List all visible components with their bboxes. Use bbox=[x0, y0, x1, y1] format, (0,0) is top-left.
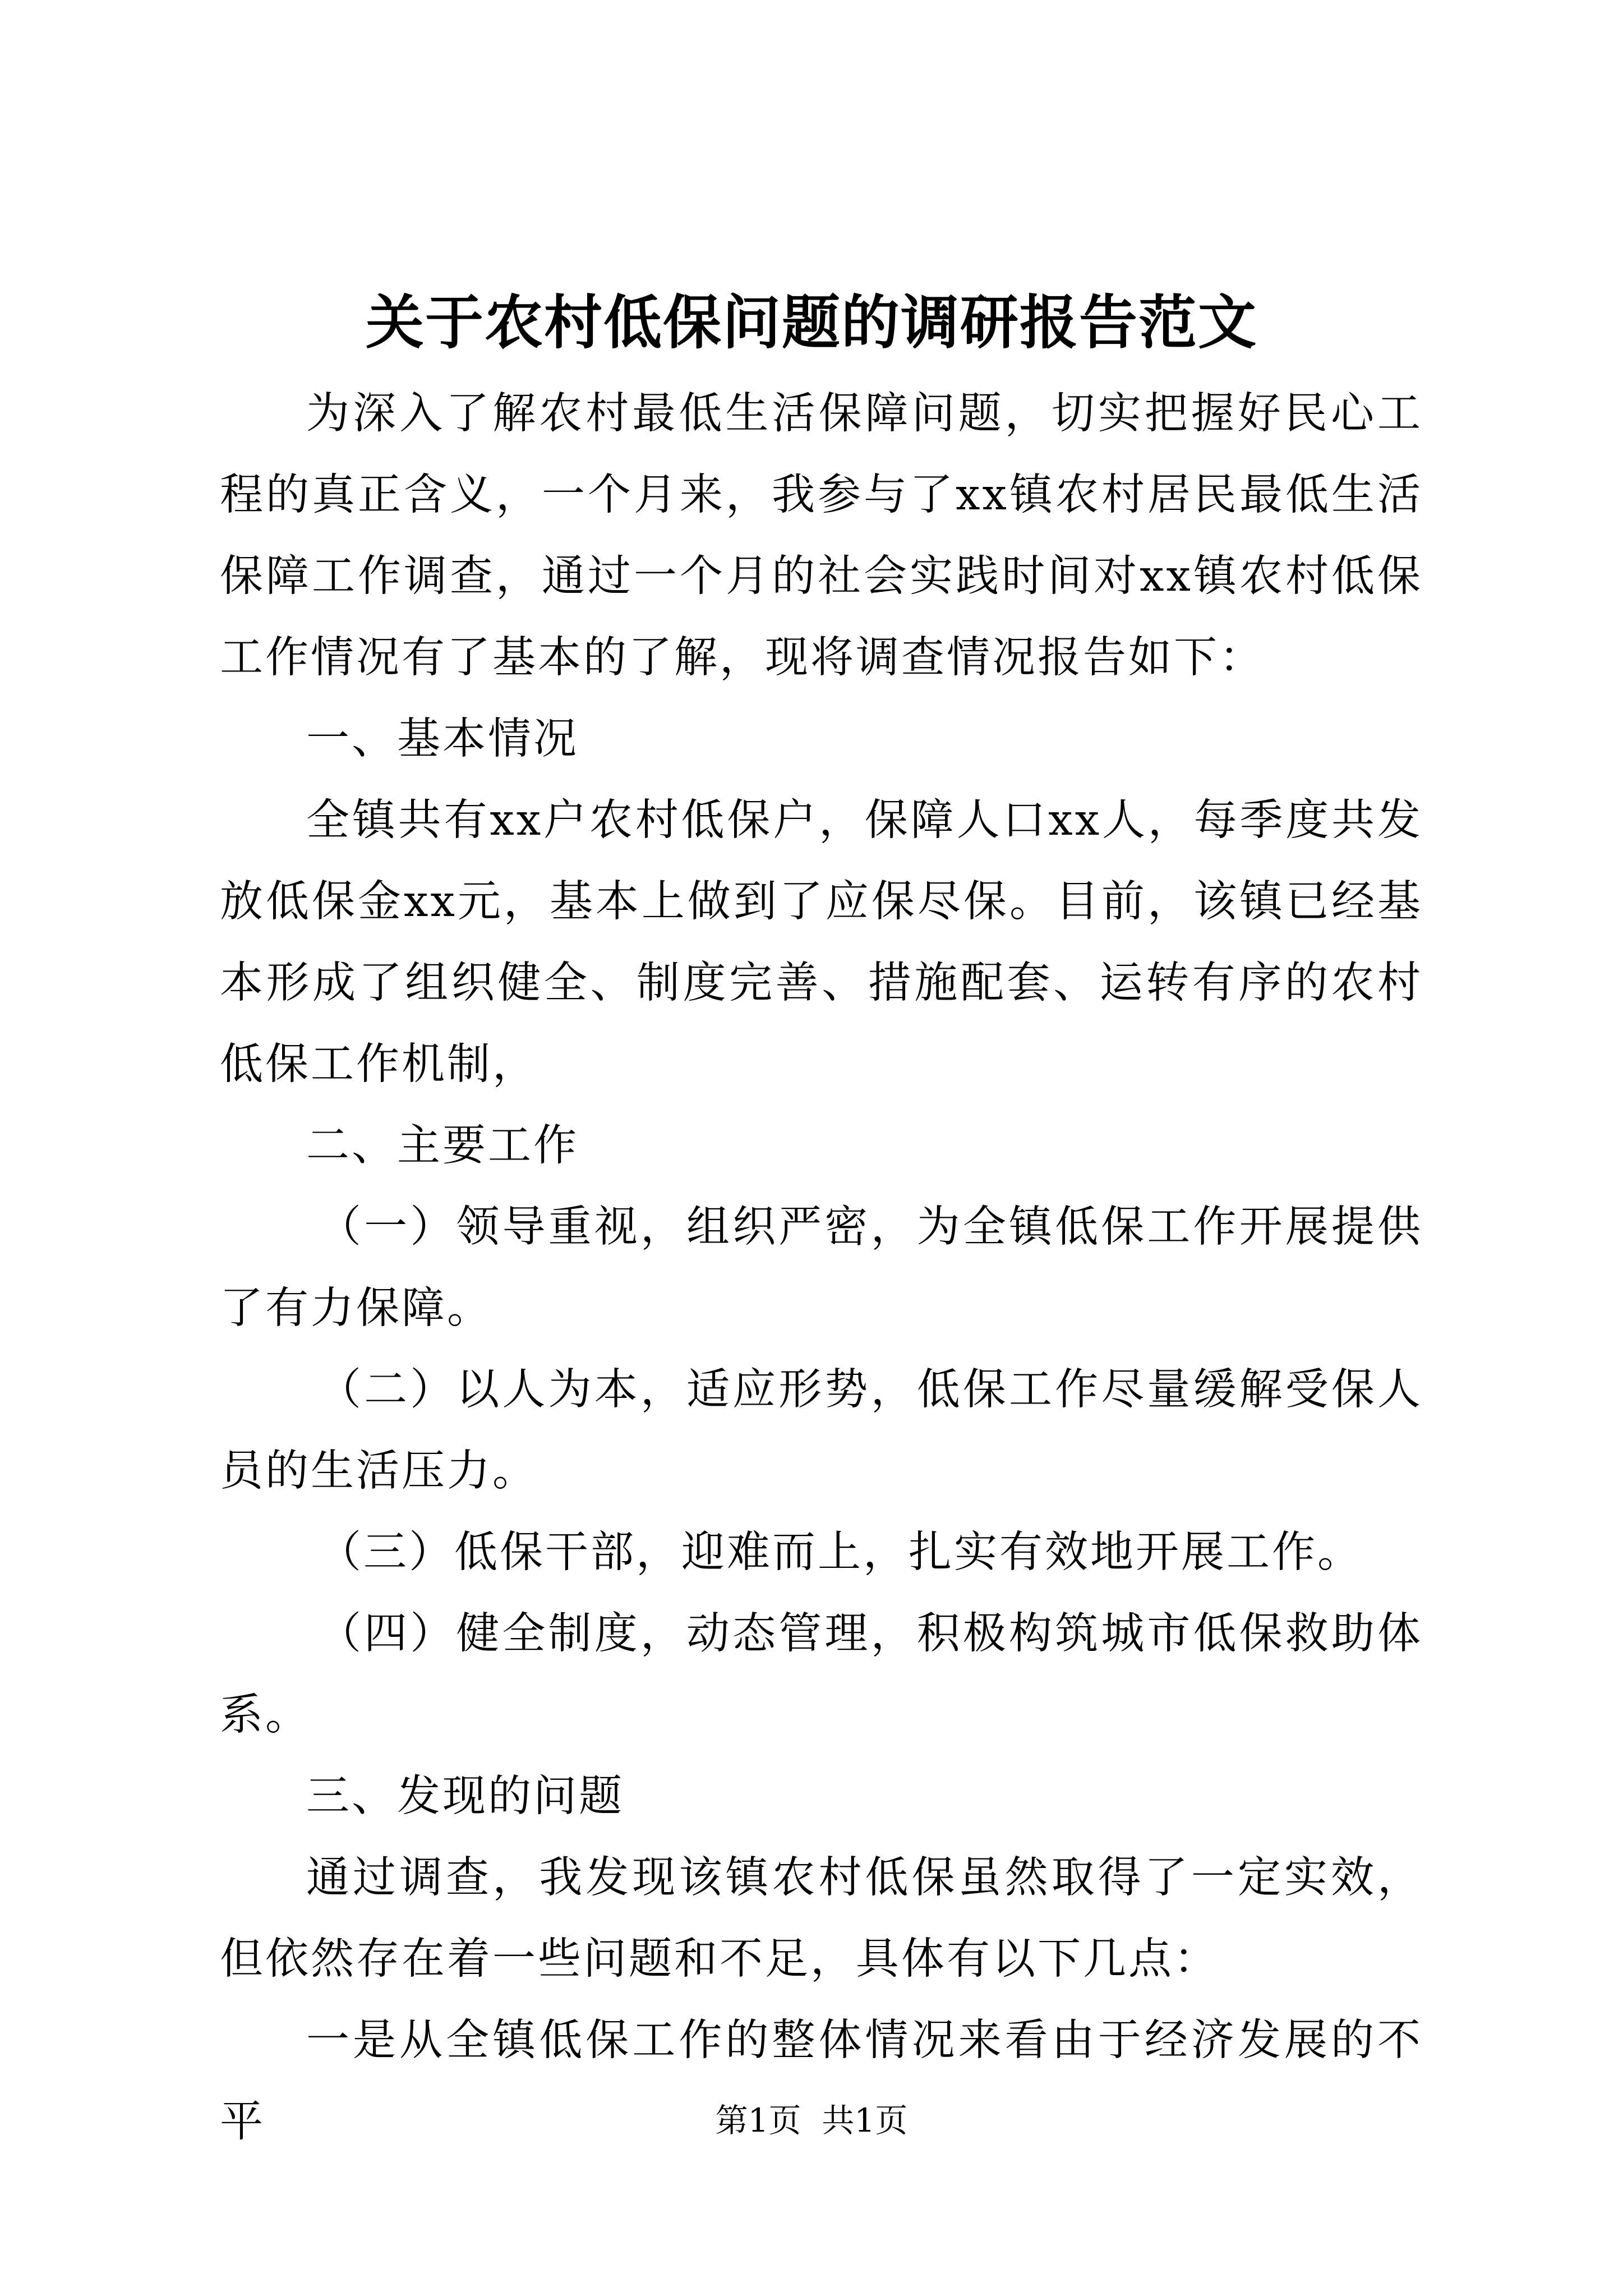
document-body bbox=[220, 373, 1423, 2162]
main-work-item-3: （三）低保干部，迎难而上，扎实有效地开展工作。 bbox=[318, 1527, 1363, 1577]
section-heading-basic-situation: 一、基本情况 bbox=[306, 714, 579, 764]
document-title: 关于农村低保问题的调研报告范文 bbox=[365, 288, 1257, 357]
intro-paragraph: 为深入了解农村最低生活保障问题，切实把握好民心工程的真正含义，一个月来，我参与了xx镇农村居民最低生活保障工作调查，通过一个月的社会实践时间对xx镇农村低保工作情况有了基本的了解，现将调查情况报告如下： bbox=[220, 389, 1423, 683]
basic-situation-paragraph: 全镇共有xx户农村低保户，保障人口xx人，每季度共发放低保金xx元，基本上做到了应保尽保。目前，该镇已经基本形成了组织健全、制度完善、措施配套、运转有序的农村低保工作机制， bbox=[220, 795, 1423, 1089]
section-heading-main-work: 二、主要工作 bbox=[306, 1121, 579, 1171]
main-work-item-1: （一）领导重视，组织严密，为全镇低保工作开展提供了有力保障。 bbox=[220, 1202, 1423, 1333]
problems-intro-paragraph: 通过调查，我发现该镇农村低保虽然取得了一定实效，但依然存在着一些问题和不足，具体有以下几点： bbox=[220, 1853, 1423, 1984]
main-work-item-2: （二）以人为本，适应形势，低保工作尽量缓解受保人员的生活压力。 bbox=[220, 1365, 1423, 1496]
main-work-item-4: （四）健全制度，动态管理，积极构筑城市低保救助体系。 bbox=[220, 1609, 1423, 1740]
section-heading-problems: 三、发现的问题 bbox=[306, 1772, 624, 1821]
problem-item-1: 一是从全镇低保工作的整体情况来看由于经济发展的不平 bbox=[220, 2016, 1423, 2147]
page-number-footer: 第1页 共1页 bbox=[715, 2101, 908, 2139]
